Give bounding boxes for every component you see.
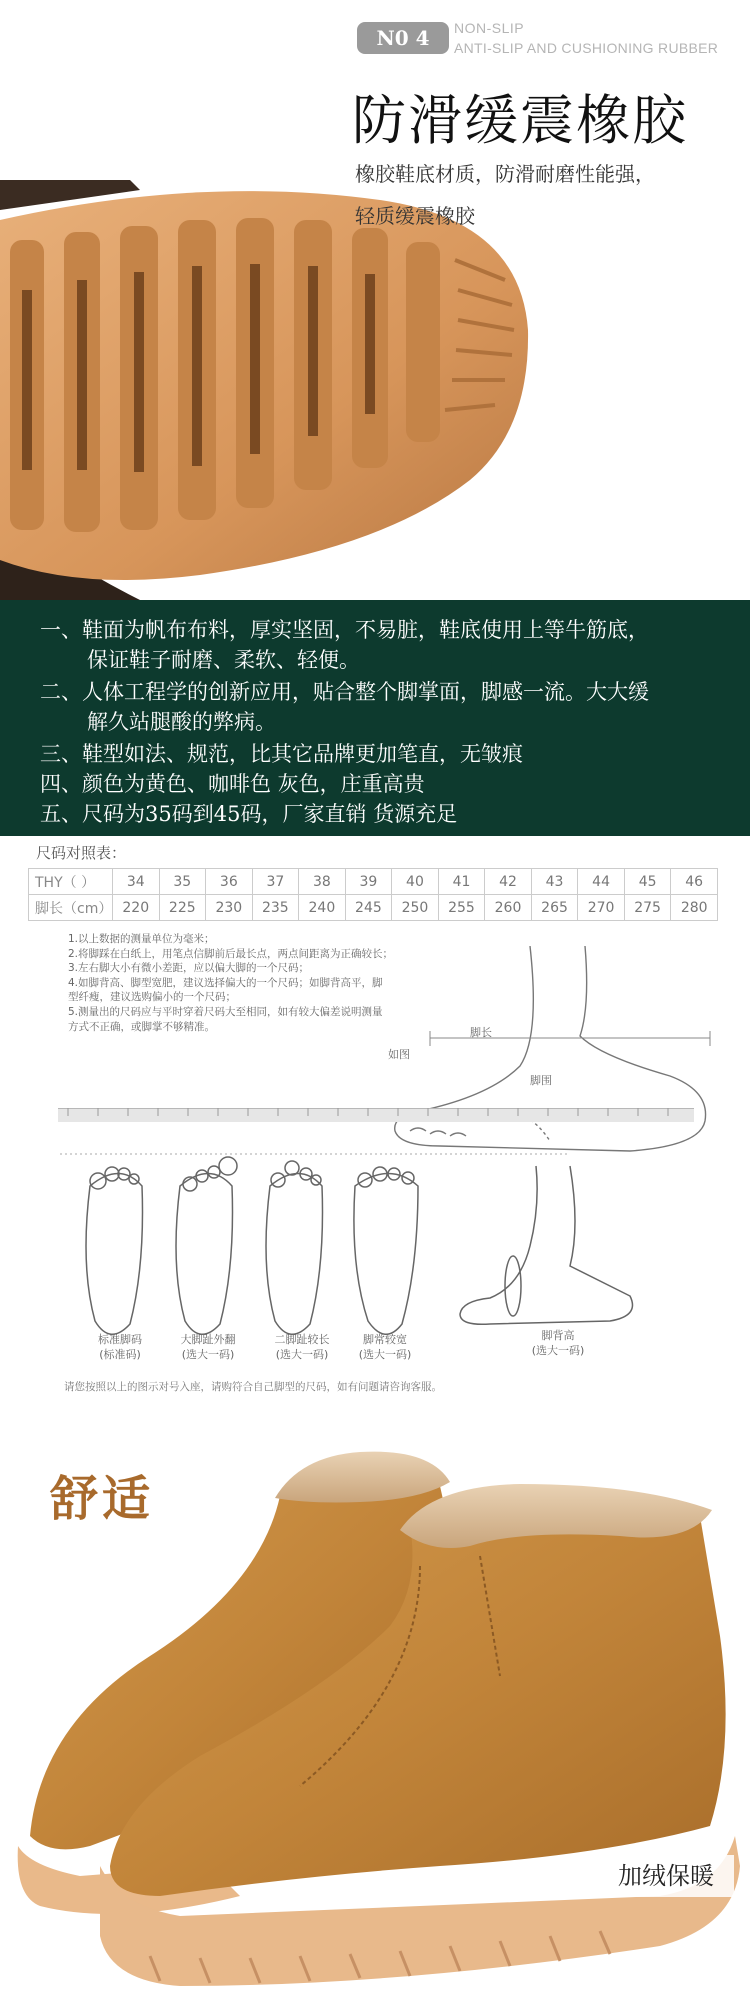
caption-line: 二脚趾较长 (274, 1333, 330, 1346)
foot-type-caption (262, 1332, 342, 1362)
feature-title: 防滑缓震橡胶 (352, 89, 688, 152)
caption-line: 标准脚码 (98, 1333, 142, 1346)
length-cell: 270 (578, 895, 625, 921)
note-line: 1.以上数据的测量单位为毫米； (68, 933, 215, 945)
feature-description-line: 橡胶鞋底材质，防滑耐磨性能强， (355, 162, 655, 186)
size-cell: 34 (113, 869, 160, 895)
foot-type-caption (345, 1332, 425, 1362)
feature-point-2-cont: 解久站腿酸的弊病。 (87, 710, 276, 734)
length-cell: 265 (531, 895, 578, 921)
caption-line: 大脚趾外翻 (180, 1333, 236, 1346)
foot-type-caption (80, 1332, 160, 1362)
size-cell: 40 (392, 869, 439, 895)
size-chart-section (0, 836, 750, 1406)
size-cell: 39 (345, 869, 392, 895)
caption-line: (标准码) (99, 1348, 141, 1361)
size-cell: 42 (485, 869, 532, 895)
foot-side-diagram (380, 946, 720, 1166)
feature-point-1-cont: 保证鞋子耐磨、柔软、轻便。 (87, 648, 360, 672)
note-line: 方式不正确，或脚掌不够精准。 (68, 1020, 215, 1033)
size-cell: 37 (252, 869, 299, 895)
note-line: 型纤瘦，建议选购偏小的一个尺码； (68, 991, 236, 1004)
caption-line: (选大一码) (181, 1348, 235, 1361)
length-cell: 245 (345, 895, 392, 921)
length-cell: 250 (392, 895, 439, 921)
feature-english-subtitle: ANTI-SLIP AND CUSHIONING RUBBER (454, 40, 719, 56)
figure-label: 如图 (388, 1048, 410, 1061)
caption-line: 脚背高 (541, 1329, 575, 1342)
table-row (29, 869, 718, 895)
caption-line: (选大一码) (275, 1348, 329, 1361)
note-line: 5.测量出的尺码应与平时穿着尺码大至相同，如有较大偏差说明测量 (68, 1005, 383, 1018)
size-row-label: THY（ ） (29, 869, 113, 895)
length-cell: 240 (299, 895, 346, 921)
size-cell: 36 (206, 869, 253, 895)
ruler-graphic (58, 1108, 694, 1122)
length-cell: 255 (438, 895, 485, 921)
size-chart-title: 尺码对照表： (36, 844, 127, 862)
size-cell: 35 (159, 869, 206, 895)
size-chart-footer-note: 请您按照以上的图示对号入座，请购符合自己脚型的尺码，如有问题请咨询客服。 (64, 1381, 442, 1393)
note-line: 2.将脚踩在白纸上，用笔点信脚前后最长点，两点间距离为正确较长； (68, 947, 394, 960)
size-cell: 38 (299, 869, 346, 895)
size-cell: 45 (624, 869, 671, 895)
comfort-heading: 舒适 (50, 1471, 155, 1527)
product-features-panel (0, 600, 750, 836)
caption-line: (选大一码) (358, 1348, 412, 1361)
note-line: 4.如脚背高、脚型宽肥，建议选择偏大的一个尺码；如脚背高平，脚 (68, 976, 383, 989)
feature-english-title: NON-SLIP (454, 20, 525, 36)
foot-length-label: 脚长 (470, 1026, 492, 1039)
feature-point-3: 三、鞋型如法、规范，比其它品牌更加笔直，无皱痕 (40, 742, 523, 766)
feature-point-2: 二、人体工程学的创新应用，贴合整个脚掌面，脚感一流。大大缓 (40, 680, 649, 704)
table-row (29, 895, 718, 921)
caption-line: 脚常较宽 (363, 1333, 407, 1346)
note-line: 3.左右脚大小有微小差距，应以偏大脚的一个尺码； (68, 962, 310, 975)
length-cell: 280 (671, 895, 718, 921)
size-cell: 44 (578, 869, 625, 895)
foot-type-caption (168, 1332, 248, 1362)
caption-line: (选大一码) (531, 1344, 585, 1357)
size-cell: 46 (671, 869, 718, 895)
size-table (28, 868, 718, 921)
length-cell: 260 (485, 895, 532, 921)
feature-number-badge: N0 4 (357, 22, 449, 54)
feature-point-1: 一、鞋面为帆布布料，厚实坚固，不易脏，鞋底使用上等牛筋底， (40, 618, 649, 642)
foot-type-caption (518, 1328, 598, 1358)
foot-circumference-label: 脚围 (530, 1074, 552, 1087)
size-cell: 41 (438, 869, 485, 895)
length-row-label: 脚长（cm） (29, 895, 113, 921)
length-cell: 275 (624, 895, 671, 921)
feature-point-5: 五、尺码为35码到45码，厂家直销 货源充足 (40, 802, 458, 826)
length-cell: 225 (159, 895, 206, 921)
length-cell: 220 (113, 895, 160, 921)
size-cell: 43 (531, 869, 578, 895)
comfort-section (0, 1406, 750, 1998)
length-cell: 230 (206, 895, 253, 921)
length-cell: 235 (252, 895, 299, 921)
feature-section-antislip (0, 0, 750, 600)
feature-point-4: 四、颜色为黄色、咖啡色 灰色，庄重高贵 (40, 772, 425, 796)
fleece-lined-label: 加绒保暖 (598, 1855, 734, 1897)
rubber-sole-image (0, 180, 540, 600)
feature-description-line: 轻质缓震橡胶 (355, 204, 475, 228)
